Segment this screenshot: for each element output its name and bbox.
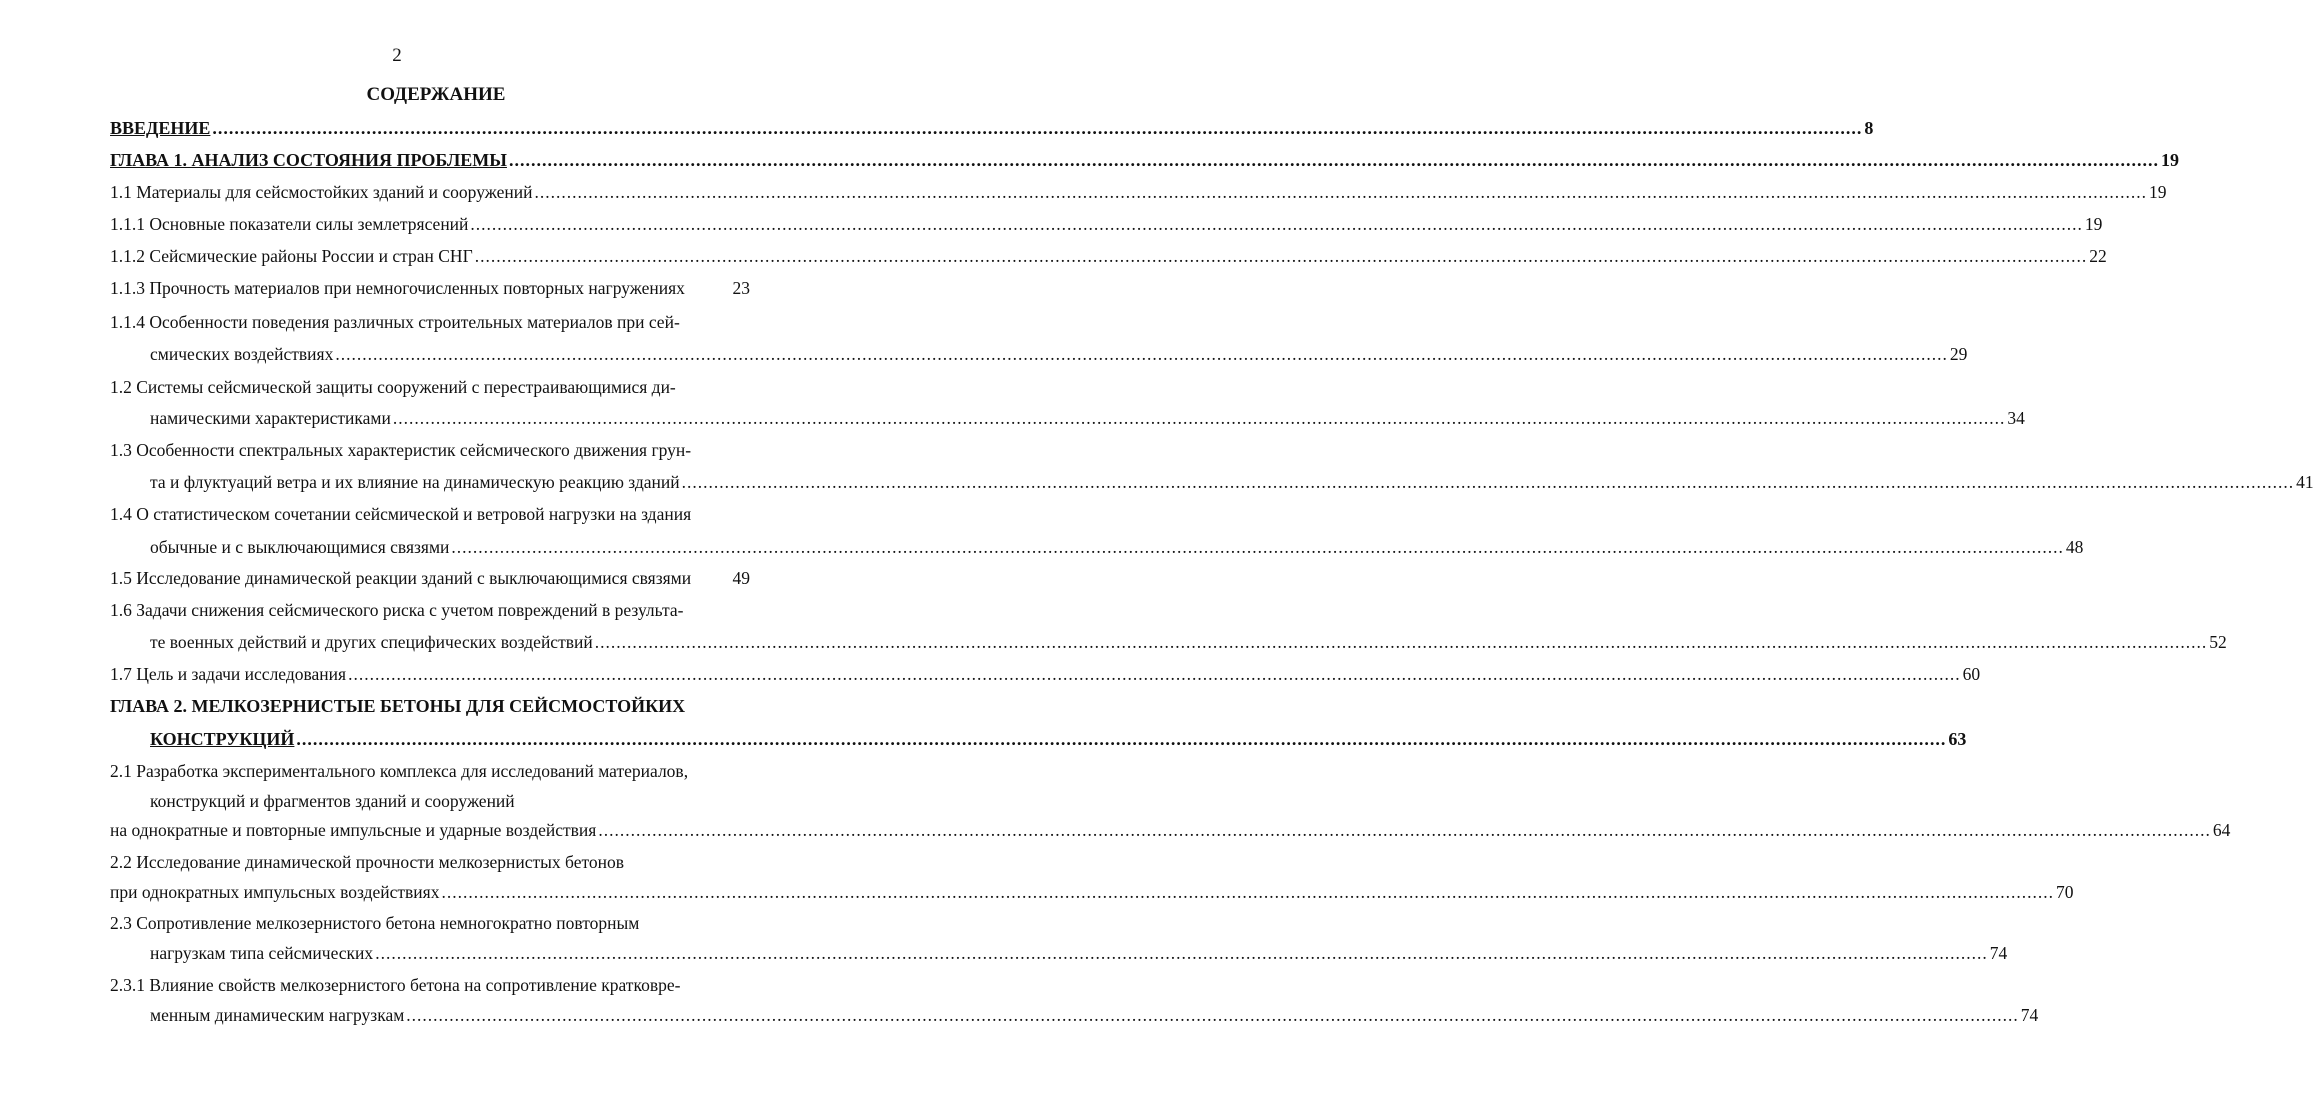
toc-entry-label: намическими характеристиками	[150, 408, 391, 428]
toc-entry-label: смических воздействиях	[150, 344, 334, 364]
toc-entry-2-1-line-1[interactable]: 2.1 Разработка экспериментального комплекса для исследований материалов,	[110, 761, 689, 781]
toc-entry-1-1-1[interactable]	[110, 213, 2103, 235]
toc-entry-1-5[interactable]	[110, 567, 750, 589]
toc-entry-1-4-line-1[interactable]: 1.4 О статистическом сочетании сейсмической и ветровой нагрузки на здания	[110, 504, 692, 524]
toc-entry-page: 49	[732, 568, 750, 588]
toc-entry-label: 1.7 Цель и задачи исследования	[110, 664, 347, 684]
dot-leader	[335, 343, 1948, 365]
toc-entry-page: 22	[2089, 246, 2107, 266]
page-number: 2	[392, 45, 402, 66]
toc-entry-page: 19	[2160, 150, 2179, 170]
dot-leader	[470, 213, 2083, 235]
dot-leader	[348, 663, 1961, 685]
toc-entry-page: 64	[2212, 820, 2231, 840]
dot-leader	[682, 471, 2295, 493]
toc-entry-1-2-line-1[interactable]: 1.2 Системы сейсмической защиты сооружений с перестраивающимися ди-	[110, 377, 676, 397]
dot-leader	[406, 1004, 2019, 1026]
toc-entry-intro[interactable]	[110, 117, 1874, 139]
toc-entry-2-3-1-line-1[interactable]: 2.3.1 Влияние свойств мелкозернистого бетона на сопротивление кратковре-	[110, 975, 681, 995]
toc-entry-1-2[interactable]	[150, 407, 2025, 429]
toc-entry-page: 41	[2296, 472, 2314, 492]
toc-entry-page: 70	[2055, 882, 2074, 902]
toc-entry-1-1-3[interactable]	[110, 277, 750, 299]
toc-title: СОДЕРЖАНИЕ	[366, 84, 506, 105]
toc-entry-page: 52	[2209, 632, 2227, 652]
toc-entry-2-3-line-1[interactable]: 2.3 Сопротивление мелкозернистого бетона немногократно повторным	[110, 913, 640, 933]
toc-entry-page: 74	[1989, 943, 2008, 963]
toc-entry-label: та и флуктуаций ветра и их влияние на динамическую реакцию зданий	[150, 472, 680, 492]
toc-entry-page: 19	[2084, 214, 2103, 234]
toc-entry-2-2[interactable]	[110, 881, 2074, 903]
toc-entry-label: 1.1 Материалы для сейсмостойких зданий и сооружений	[110, 182, 533, 202]
toc-entry-label: на однократные и повторные импульсные и ударные воздействия	[110, 820, 597, 840]
dot-leader	[475, 245, 2088, 267]
toc-entry-label: 1.1.2 Сейсмические районы России и стран СНГ	[110, 246, 473, 266]
toc-entry-1-1-4[interactable]	[150, 343, 1968, 365]
dot-leader	[212, 117, 1862, 139]
toc-entry-1-6[interactable]	[150, 631, 2227, 653]
toc-entry-1-3-line-1[interactable]: 1.3 Особенности спектральных характеристик сейсмического движения грун-	[110, 440, 692, 460]
toc-entry-page: 48	[2065, 537, 2084, 557]
dot-leader	[375, 942, 1988, 964]
toc-entry-label: 1.5 Исследование динамической реакции зданий с выключающимися связями	[110, 568, 692, 588]
toc-entry-label: 1.1.3 Прочность материалов при немногочисленных повторных нагружениях	[110, 278, 685, 298]
toc-entry-chapter-2-line-1[interactable]: ГЛАВА 2. МЕЛКОЗЕРНИСТЫЕ БЕТОНЫ ДЛЯ СЕЙСМОСТОЙКИХ	[110, 696, 686, 716]
toc-entry-2-3[interactable]	[150, 942, 2008, 964]
dot-leader	[441, 881, 2054, 903]
toc-entry-label: при однократных импульсных воздействиях	[110, 882, 440, 902]
toc-entry-label: 1.1.1 Основные показатели силы землетрясений	[110, 214, 469, 234]
toc-entry-page: 29	[1949, 344, 1968, 364]
toc-entry-label: КОНСТРУКЦИЙ	[150, 729, 295, 749]
toc-entry-1-4[interactable]	[150, 536, 2084, 558]
toc-entry-1-3[interactable]	[150, 471, 2314, 493]
toc-entry-2-1[interactable]	[110, 819, 2231, 841]
toc-entry-1-7[interactable]	[110, 663, 1981, 685]
toc-entry-1-1-4-line-1[interactable]: 1.1.4 Особенности поведения различных строительных материалов при сей-	[110, 312, 680, 332]
toc-entry-page: 34	[2007, 408, 2025, 428]
toc-entry-2-2-line-1[interactable]: 2.2 Исследование динамической прочности мелкозернистых бетонов	[110, 852, 625, 872]
dot-leader	[296, 728, 1946, 750]
toc-entry-page: 23	[732, 278, 750, 298]
toc-entry-page: 8	[1864, 118, 1874, 138]
toc-entry-label: ВВЕДЕНИЕ	[110, 118, 211, 138]
toc-entry-1-1[interactable]	[110, 181, 2167, 203]
toc-entry-label: ГЛАВА 1. АНАЛИЗ СОСТОЯНИЯ ПРОБЛЕМЫ	[110, 150, 507, 170]
toc-entry-label: обычные и с выключающимися связями	[150, 537, 450, 557]
toc-entry-1-6-line-1[interactable]: 1.6 Задачи снижения сейсмического риска с учетом повреждений в результа-	[110, 600, 684, 620]
dot-leader	[451, 536, 2064, 558]
toc-entry-2-1-line-2[interactable]: конструкций и фрагментов зданий и сооружений	[150, 791, 515, 811]
toc-entry-chapter-1[interactable]	[110, 149, 2179, 171]
dot-leader	[595, 631, 2208, 653]
toc-entry-label: менным динамическим нагрузкам	[150, 1005, 405, 1025]
toc-entry-page: 19	[2148, 182, 2167, 202]
dot-leader	[509, 149, 2159, 171]
toc-entry-page: 74	[2020, 1005, 2039, 1025]
toc-entry-1-1-2[interactable]	[110, 245, 2107, 267]
dot-leader	[534, 181, 2147, 203]
toc-entry-label: те военных действий и других специфических воздействий	[150, 632, 593, 652]
toc-entry-page: 63	[1948, 729, 1967, 749]
toc-entry-page: 60	[1962, 664, 1981, 684]
dot-leader	[598, 819, 2211, 841]
toc-entry-label: нагрузкам типа сейсмических	[150, 943, 374, 963]
dot-leader	[393, 407, 2006, 429]
toc-entry-2-3-1[interactable]	[150, 1004, 2039, 1026]
toc-entry-chapter-2[interactable]	[150, 728, 1967, 750]
